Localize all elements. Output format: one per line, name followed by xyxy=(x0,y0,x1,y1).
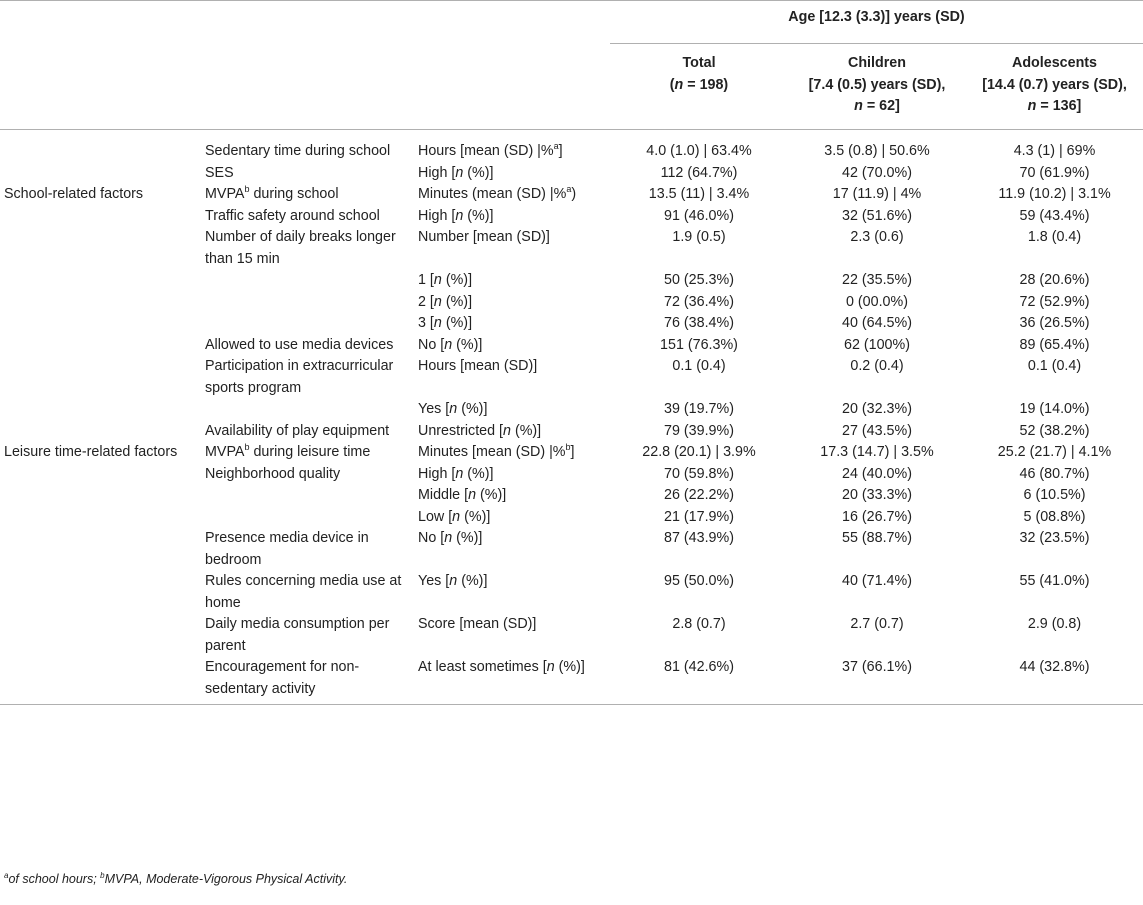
factor-cell xyxy=(205,270,418,292)
factor-cell: Encouragement for non-sedentary activity xyxy=(205,659,360,697)
table-row xyxy=(0,657,1143,705)
table-row xyxy=(0,442,1143,464)
table-row xyxy=(0,130,1143,163)
total-cell: 76 (38.4%) xyxy=(664,315,734,331)
factor-cell: MVPA$^b$ during school xyxy=(205,184,339,202)
table-row xyxy=(0,227,1143,270)
total-cell: 22.8 (20.1) | 3.9% xyxy=(642,444,756,460)
table-row xyxy=(0,614,1143,657)
total-cell: 112 (64.7%) xyxy=(660,164,738,181)
total-cell: 1.9 (0.5) xyxy=(672,229,726,245)
table-row xyxy=(0,335,1143,357)
table-row xyxy=(0,206,1143,228)
factor-cell: Daily media consumption per parent xyxy=(205,616,390,654)
total-cell: 39 (19.7%) xyxy=(664,401,734,417)
total-cell: 26 (22.2%) xyxy=(664,487,734,503)
total-column-header: Total (n = 198) xyxy=(610,44,788,130)
factor-cell: Traffic safety around school xyxy=(205,207,380,224)
measure-cell: High [n (%)] xyxy=(418,207,494,224)
measure-cell: Minutes [mean (SD) |%$^b$] xyxy=(418,442,575,460)
children-cell: 37 (66.1%) xyxy=(842,659,912,675)
table-row xyxy=(0,292,1143,314)
table-row xyxy=(0,507,1143,529)
adolescents-cell: 52 (38.2%) xyxy=(1019,422,1090,439)
measure-cell: Hours [mean (SD) |%$^a$] xyxy=(418,141,563,159)
measure-cell: At least sometimes [n (%)] xyxy=(418,659,585,675)
factor-cell xyxy=(205,313,418,335)
children-cell: 0.2 (0.4) xyxy=(850,358,904,374)
table-row xyxy=(0,313,1143,335)
total-n: (n = 198) xyxy=(669,76,729,93)
table-row xyxy=(0,464,1143,486)
adolescents-cell: 11.9 (10.2) | 3.1% xyxy=(998,186,1111,202)
section-label: School-related factors xyxy=(4,186,144,202)
children-cell: 2.3 (0.6) xyxy=(850,229,904,245)
factor-cell xyxy=(205,399,418,421)
factor-cell xyxy=(205,485,418,507)
measure-cell: Score [mean (SD)] xyxy=(418,616,537,632)
children-cell: 40 (71.4%) xyxy=(842,573,912,589)
table-row xyxy=(0,184,1143,206)
adolescents-cell: 2.9 (0.8) xyxy=(1027,616,1082,632)
total-cell: 4.0 (1.0) | 63.4% xyxy=(646,143,752,159)
children-cell: 20 (33.3%) xyxy=(842,487,912,503)
adolescents-cell: 4.3 (1) | 69% xyxy=(1013,143,1096,159)
section-label: Leisure time-related factors xyxy=(4,444,178,460)
total-cell: 21 (17.9%) xyxy=(664,508,734,525)
adolescents-cell: 5 (08.8%) xyxy=(1023,508,1086,525)
measure-cell: Yes [n (%)] xyxy=(418,573,488,589)
total-cell: 95 (50.0%) xyxy=(664,573,734,589)
adolescents-cell: 25.2 (21.7) | 4.1% xyxy=(997,444,1112,460)
factor-cell: Participation in extracurricular sports program xyxy=(205,358,394,396)
total-cell: 79 (39.9%) xyxy=(664,422,734,439)
adolescents-cell: 89 (65.4%) xyxy=(1019,336,1090,353)
table-row xyxy=(0,270,1143,292)
children-cell: 22 (35.5%) xyxy=(842,272,912,288)
children-cell: 27 (43.5%) xyxy=(842,422,912,439)
measure-cell: Low [n (%)] xyxy=(418,508,491,525)
total-cell: 70 (59.8%) xyxy=(664,465,734,482)
measure-cell: High [n (%)] xyxy=(418,164,494,181)
table-row xyxy=(0,163,1143,185)
children-cell: 2.7 (0.7) xyxy=(850,616,904,632)
total-cell: 13.5 (11) | 3.4% xyxy=(648,186,750,202)
table-row xyxy=(0,356,1143,399)
children-cell: 55 (88.7%) xyxy=(842,530,912,546)
adolescents-cell: 28 (20.6%) xyxy=(1019,272,1090,288)
adolescents-cell: 32 (23.5%) xyxy=(1019,530,1090,546)
children-cell: 40 (64.5%) xyxy=(842,315,912,331)
factor-cell xyxy=(205,292,418,314)
total-cell: 2.8 (0.7) xyxy=(672,616,726,632)
children-column-header: Children [7.4 (0.5) years (SD), n = 62] xyxy=(788,44,966,130)
factor-cell: Neighborhood quality xyxy=(205,465,341,482)
measure-cell: Unrestricted [n (%)] xyxy=(418,422,542,439)
measure-cell: Hours [mean (SD)] xyxy=(418,358,538,374)
children-cell: 17 (11.9) | 4% xyxy=(832,186,922,202)
adolescents-cell: 44 (32.8%) xyxy=(1019,659,1090,675)
children-cell: 16 (26.7%) xyxy=(842,508,912,525)
measure-cell: Yes [n (%)] xyxy=(418,401,488,417)
children-cell: 62 (100%) xyxy=(844,336,910,353)
measure-cell: 2 [n (%)] xyxy=(418,293,473,310)
total-cell: 0.1 (0.4) xyxy=(672,358,726,374)
factor-cell: Number of daily breaks longer than 15 min xyxy=(205,229,396,267)
adolescents-n: n = 136] xyxy=(1027,98,1082,114)
adolescents-cell: 72 (52.9%) xyxy=(1019,293,1090,310)
table-row xyxy=(0,421,1143,443)
adolescents-cell: 1.8 (0.4) xyxy=(1027,229,1082,245)
adolescents-cell: 59 (43.4%) xyxy=(1019,207,1090,224)
factor-cell: Presence media device in bedroom xyxy=(205,530,369,568)
children-cell: 3.5 (0.8) | 50.6% xyxy=(824,143,930,159)
adolescents-cell: 6 (10.5%) xyxy=(1023,487,1086,503)
measure-cell: Middle [n (%)] xyxy=(418,487,507,503)
measure-cell: Minutes (mean (SD) |%$^a$) xyxy=(418,184,577,202)
measure-cell: No [n (%)] xyxy=(418,336,483,353)
children-cell: 42 (70.0%) xyxy=(842,164,912,181)
children-cell: 17.3 (14.7) | 3.5% xyxy=(820,444,934,460)
adolescents-cell: 55 (41.0%) xyxy=(1019,573,1090,589)
children-cell: 32 (51.6%) xyxy=(842,207,912,224)
factor-cell: Sedentary time during school xyxy=(205,143,391,159)
children-n: n = 62] xyxy=(854,98,900,114)
measure-cell: High [n (%)] xyxy=(418,465,494,482)
measure-cell: 3 [n (%)] xyxy=(418,315,473,331)
factor-cell: Availability of play equipment xyxy=(205,422,390,439)
table-row xyxy=(0,399,1143,421)
total-cell: 72 (36.4%) xyxy=(664,293,734,310)
table-row xyxy=(0,485,1143,507)
adolescents-cell: 46 (80.7%) xyxy=(1019,465,1090,482)
factor-cell: Allowed to use media devices xyxy=(205,336,394,353)
measure-cell: Number [mean (SD)] xyxy=(418,229,550,245)
adolescents-column-header: Adolescents [14.4 (0.7) years (SD), n = 136] xyxy=(966,44,1143,130)
factor-cell: MVPA$^b$ during leisure time xyxy=(205,442,371,460)
total-cell: 81 (42.6%) xyxy=(664,659,734,675)
total-cell: 50 (25.3%) xyxy=(664,272,734,288)
total-cell: 151 (76.3%) xyxy=(660,336,738,353)
age-group-header: Age [12.3 (3.3)] years (SD) xyxy=(610,1,1143,44)
factor-cell: SES xyxy=(205,164,234,181)
table-footnote: $^a$of school hours; $^b$MVPA, Moderate-Vigorous Physical Activity. xyxy=(4,870,348,886)
table-row xyxy=(0,571,1143,614)
table-row xyxy=(0,528,1143,571)
table-header xyxy=(0,1,1143,130)
table-body xyxy=(0,130,1143,705)
children-cell: 20 (32.3%) xyxy=(842,401,912,417)
total-cell: 87 (43.9%) xyxy=(664,530,734,546)
factor-cell: Rules concerning media use at home xyxy=(205,573,402,611)
measure-cell: No [n (%)] xyxy=(418,530,483,546)
adolescents-cell: 36 (26.5%) xyxy=(1019,315,1090,331)
adolescents-cell: 0.1 (0.4) xyxy=(1027,358,1082,374)
children-cell: 24 (40.0%) xyxy=(842,465,912,482)
children-cell: 0 (00.0%) xyxy=(846,293,908,310)
measure-cell: 1 [n (%)] xyxy=(418,272,473,288)
adolescents-cell: 19 (14.0%) xyxy=(1019,401,1090,417)
factor-cell xyxy=(205,507,418,529)
adolescents-cell: 70 (61.9%) xyxy=(1019,164,1090,181)
total-cell: 91 (46.0%) xyxy=(664,207,734,224)
